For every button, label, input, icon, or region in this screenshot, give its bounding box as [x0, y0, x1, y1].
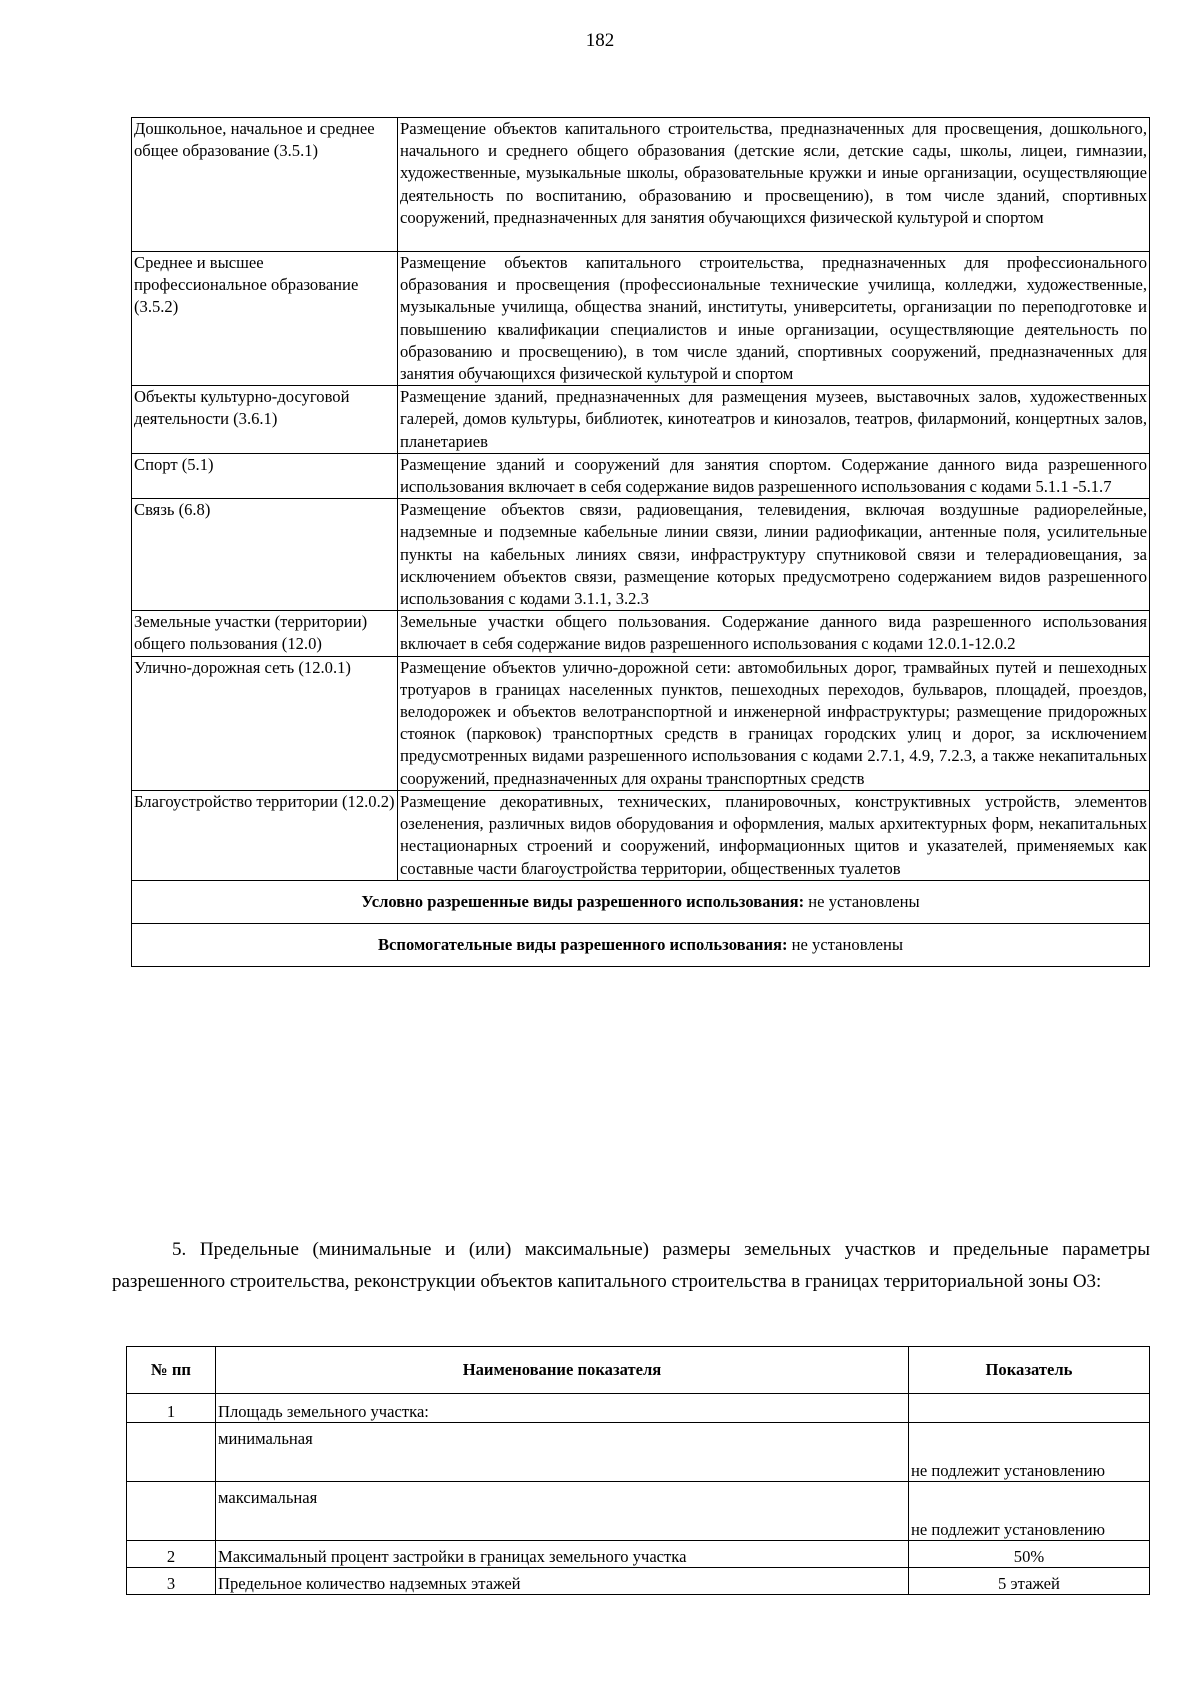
table-row: [132, 118, 1150, 252]
table-row: [127, 1482, 1150, 1541]
use-description: Размещение объектов улично-дорожной сети: автомобильных дорог, трамвайных путей и пешеходных тротуаров в границах населенных пунктов, пешеходных переходов, бульваров, площадей, проездов, велодорожек и объектов велотранспортной и инженерной инфраструктуры; размещение придорожных стоянок (парковок) транспортных средств в границах городских улиц и дорог, за исключением предусмотренных видами разрешенного использования с кодами 2.7.1, 4.9, 7.2.3, а также некапитальных сооружений, предназначенных для охраны транспортных средств: [398, 656, 1150, 790]
indicator-name: Площадь земельного участка:: [216, 1394, 909, 1423]
row-number: 1: [127, 1394, 216, 1423]
header-indicator-value: Показатель: [909, 1347, 1150, 1394]
use-name: Среднее и высшее профессиональное образование (3.5.2): [132, 252, 398, 386]
header-number: № пп: [127, 1347, 216, 1394]
conditional-uses-cell: [132, 880, 1150, 923]
use-name: Дошкольное, начальное и среднее общее образование (3.5.1): [132, 118, 398, 252]
use-name: Объекты культурно-досуговой деятельности (3.6.1): [132, 386, 398, 454]
auxiliary-uses-row: [132, 923, 1150, 966]
table-row: [132, 386, 1150, 454]
table-row: [127, 1394, 1150, 1423]
conditional-uses-value: не установлены: [804, 891, 920, 911]
auxiliary-uses-label: Вспомогательные виды разрешенного использования:: [377, 934, 788, 954]
indicator-name: Максимальный процент застройки в границах земельного участка: [216, 1541, 909, 1568]
table-row: [132, 252, 1150, 386]
row-number: [127, 1423, 216, 1482]
permitted-uses-table: [131, 117, 1150, 967]
use-name: Связь (6.8): [132, 499, 398, 611]
indicator-value: 5 этажей: [909, 1568, 1150, 1595]
row-number: [127, 1482, 216, 1541]
use-description: Размещение декоративных, технических, планировочных, конструктивных устройств, элементов озеленения, различных видов оборудования и оформления, малых архитектурных форм, некапитальных нестационарных строений и сооружений, информационных щитов и указателей, применяемых как составные части благоустройства территории, общественных туалетов: [398, 790, 1150, 880]
section-paragraph: 5. Предельные (минимальные и (или) максимальные) размеры земельных участков и предельные параметры разрешенного строительства, реконструкции объектов капитального строительства в границах территориальной зоны О3:: [112, 1239, 1150, 1292]
use-name: Спорт (5.1): [132, 453, 398, 498]
conditional-uses-row: [132, 880, 1150, 923]
table-row: [132, 611, 1150, 656]
use-name: Земельные участки (территории) общего пользования (12.0): [132, 611, 398, 656]
header-indicator-name: Наименование показателя: [216, 1347, 909, 1394]
table-row: [127, 1568, 1150, 1595]
table-row: [132, 453, 1150, 498]
use-description: Земельные участки общего пользования. Содержание данного вида разрешенного использования включает в себя содержание видов разрешенного использования с кодами 12.0.1-12.0.2: [398, 611, 1150, 656]
auxiliary-uses-cell: [132, 923, 1150, 966]
auxiliary-uses-value: не установлены: [787, 934, 904, 954]
conditional-uses-label: Условно разрешенные виды разрешенного использования:: [361, 891, 805, 911]
indicator-name: максимальная: [216, 1482, 909, 1541]
table-row: [132, 499, 1150, 611]
use-description: Размещение объектов капитального строительства, предназначенных для просвещения, дошкольного, начального и среднего общего образования (детские ясли, детские сады, школы, лицеи, гимназии, художественные, музыкальные школы, образовательные кружки и иные организации, осуществляющие деятельность по воспитанию, образованию и просвещению), в том числе зданий, спортивных сооружений, предназначенных для занятия обучающихся физической культурой и спортом: [398, 118, 1150, 252]
indicator-value: не подлежит установлению: [909, 1482, 1150, 1541]
indicator-value: [909, 1394, 1150, 1423]
row-number: 3: [127, 1568, 216, 1595]
use-description: Размещение зданий и сооружений для занятия спортом. Содержание данного вида разрешенного использования включает в себя содержание видов разрешенного использования с кодами 5.1.1 -5.1.7: [398, 453, 1150, 498]
use-description: Размещение объектов капитального строительства, предназначенных для профессионального образования и просвещения (профессиональные технические училища, колледжи, художественные, музыкальные училища, общества знаний, институты, университеты, организации по переподготовке и повышению квалификации специалистов и иные организации, осуществляющие деятельность по образованию и просвещению), в том числе зданий, спортивных сооружений, предназначенных для занятия обучающихся физической культурой и спортом: [398, 252, 1150, 386]
table-row: [127, 1423, 1150, 1482]
table-row: [127, 1541, 1150, 1568]
row-number: 2: [127, 1541, 216, 1568]
use-name: Благоустройство территории (12.0.2): [132, 790, 398, 880]
indicator-name: минимальная: [216, 1423, 909, 1482]
use-name: Улично-дорожная сеть (12.0.1): [132, 656, 398, 790]
table-row: [132, 656, 1150, 790]
indicator-name: Предельное количество надземных этажей: [216, 1568, 909, 1595]
use-description: Размещение объектов связи, радиовещания, телевидения, включая воздушные радиорелейные, надземные и подземные кабельные линии связи, линии радиофикации, антенные поля, усилительные пункты на кабельных линиях связи, инфраструктуру спутниковой связи и телерадиовещания, за исключением объектов связи, размещение которых предусмотрено содержанием видов разрешенного использования с кодами 3.1.1, 3.2.3: [398, 499, 1150, 611]
table-row: [132, 790, 1150, 880]
table-header-row: [127, 1347, 1150, 1394]
use-description: Размещение зданий, предназначенных для размещения музеев, выставочных залов, художественных галерей, домов культуры, библиотек, кинотеатров и кинозалов, театров, филармоний, концертных залов, планетариев: [398, 386, 1150, 454]
indicator-value: не подлежит установлению: [909, 1423, 1150, 1482]
parameters-table: [126, 1346, 1150, 1595]
page-number: 182: [585, 30, 615, 51]
indicator-value: 50%: [909, 1541, 1150, 1568]
